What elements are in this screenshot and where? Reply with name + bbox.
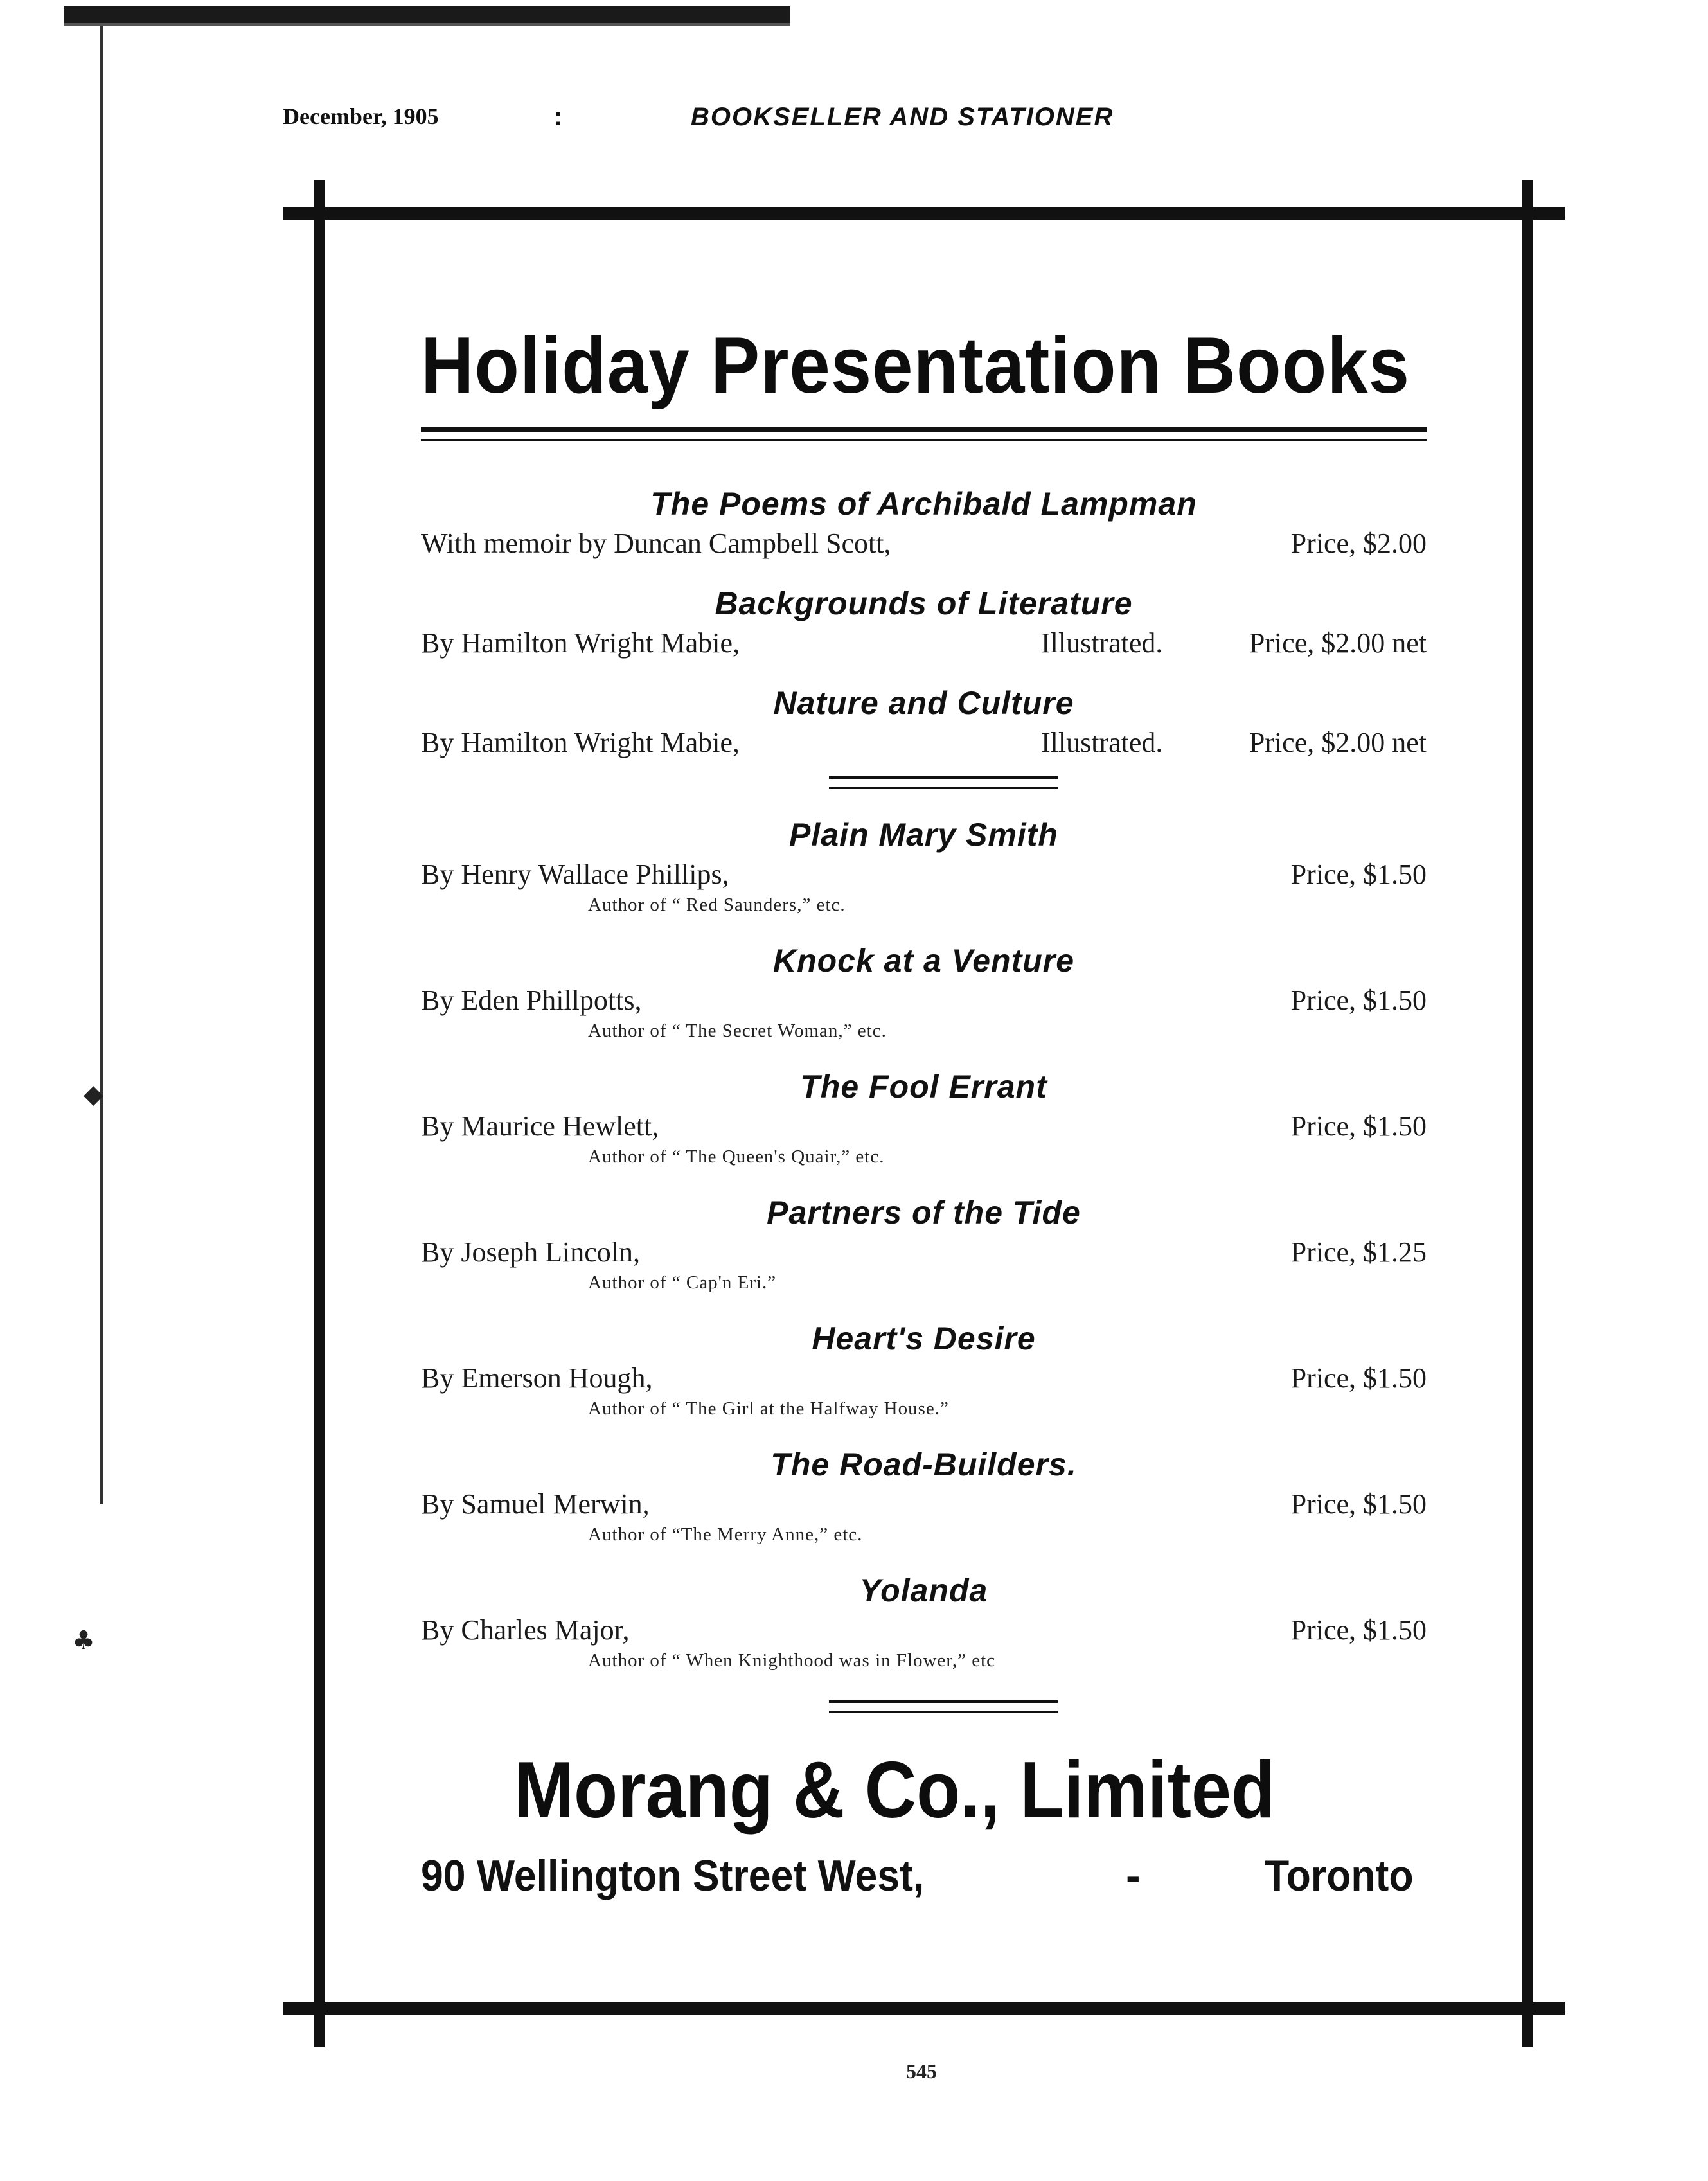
book-line [421,627,1427,663]
book-price: Price, $2.00 [1290,528,1427,559]
section-ornament [829,1700,1058,1713]
book-price: Price, $2.00 net [1249,727,1427,758]
book-price: Price, $1.50 [1290,859,1427,890]
book-line [421,527,1427,563]
book-title: Nature and Culture [773,685,1074,721]
book-byline: By Eden Phillpotts, [421,984,642,1016]
advert-heading: Holiday Presentation Books [421,321,1410,410]
book-byline: By Charles Major, [421,1614,630,1646]
book-byline: By Henry Wallace Phillips, [421,859,729,890]
page-gutter-line [100,26,103,1504]
book-line [421,1362,1427,1398]
publisher-city: Toronto [1265,1851,1414,1900]
book-line [421,726,1427,762]
book-byline: By Hamilton Wright Mabie, [421,727,740,758]
scan-edge-top [64,6,790,23]
gutter-mark: ♣ [72,1626,95,1655]
book-author-note: Author of “The Merry Anne,” etc. [588,1524,863,1545]
publisher-name: Morang & Co., Limited [514,1746,1276,1835]
book-line [421,984,1427,1020]
book-byline: By Maurice Hewlett, [421,1110,659,1142]
book-line [421,1614,1427,1650]
book-line [421,858,1427,894]
book-byline: By Joseph Lincoln, [421,1236,640,1268]
book-price: Price, $1.50 [1290,1110,1427,1142]
book-line [421,1488,1427,1524]
book-price: Price, $2.00 net [1249,627,1427,659]
book-author-note: Author of “ The Girl at the Halfway House.” [588,1398,949,1419]
book-author-note: Author of “ The Queen's Quair,” etc. [588,1146,885,1167]
book-title: Plain Mary Smith [789,817,1058,853]
book-byline: By Hamilton Wright Mabie, [421,627,740,659]
book-line [421,1236,1427,1272]
frame-left-rule [314,180,325,2047]
scan-edge-top-thin [64,23,790,26]
book-byline: With memoir by Duncan Campbell Scott, [421,528,891,559]
book-title: Backgrounds of Literature [715,585,1133,621]
book-price: Price, $1.50 [1290,1362,1427,1394]
frame-top-rule [283,207,1565,220]
book-illustrated-note: Illustrated. [1041,727,1163,758]
book-title: Heart's Desire [812,1321,1036,1357]
book-title: Partners of the Tide [767,1195,1081,1231]
book-title: Knock at a Venture [772,943,1075,979]
book-title: The Poems of Archibald Lampman [650,486,1197,522]
heading-rule-thin [421,439,1427,441]
book-byline: By Samuel Merwin, [421,1488,650,1520]
section-ornament [829,776,1058,789]
frame-right-rule [1522,180,1533,2047]
gutter-mark: ◆ [84,1080,103,1109]
book-price: Price, $1.50 [1290,1488,1427,1520]
book-author-note: Author of “ Red Saunders,” etc. [588,895,846,915]
book-author-note: Author of “ The Secret Woman,” etc. [588,1020,887,1041]
publisher-address: 90 Wellington Street West, [421,1851,925,1900]
book-title: The Road-Builders. [770,1447,1077,1482]
running-head-journal: BOOKSELLER AND STATIONER [691,103,1114,131]
book-price: Price, $1.50 [1290,1614,1427,1646]
book-price: Price, $1.25 [1290,1236,1427,1268]
book-title: Yolanda [859,1572,988,1608]
running-head-date: December, 1905 [283,103,439,129]
page-number: 545 [906,2060,937,2083]
running-head-separator: : [554,103,563,131]
book-byline: By Emerson Hough, [421,1362,653,1394]
book-author-note: Author of “ Cap'n Eri.” [588,1272,777,1293]
book-illustrated-note: Illustrated. [1041,627,1163,659]
frame-bottom-rule [283,2002,1565,2015]
heading-rule [421,427,1427,432]
book-author-note: Author of “ When Knighthood was in Flower,” etc [588,1650,996,1671]
book-title: The Fool Errant [800,1069,1047,1105]
book-price: Price, $1.50 [1290,984,1427,1016]
address-separator: - [1126,1851,1141,1900]
book-line [421,1110,1427,1146]
